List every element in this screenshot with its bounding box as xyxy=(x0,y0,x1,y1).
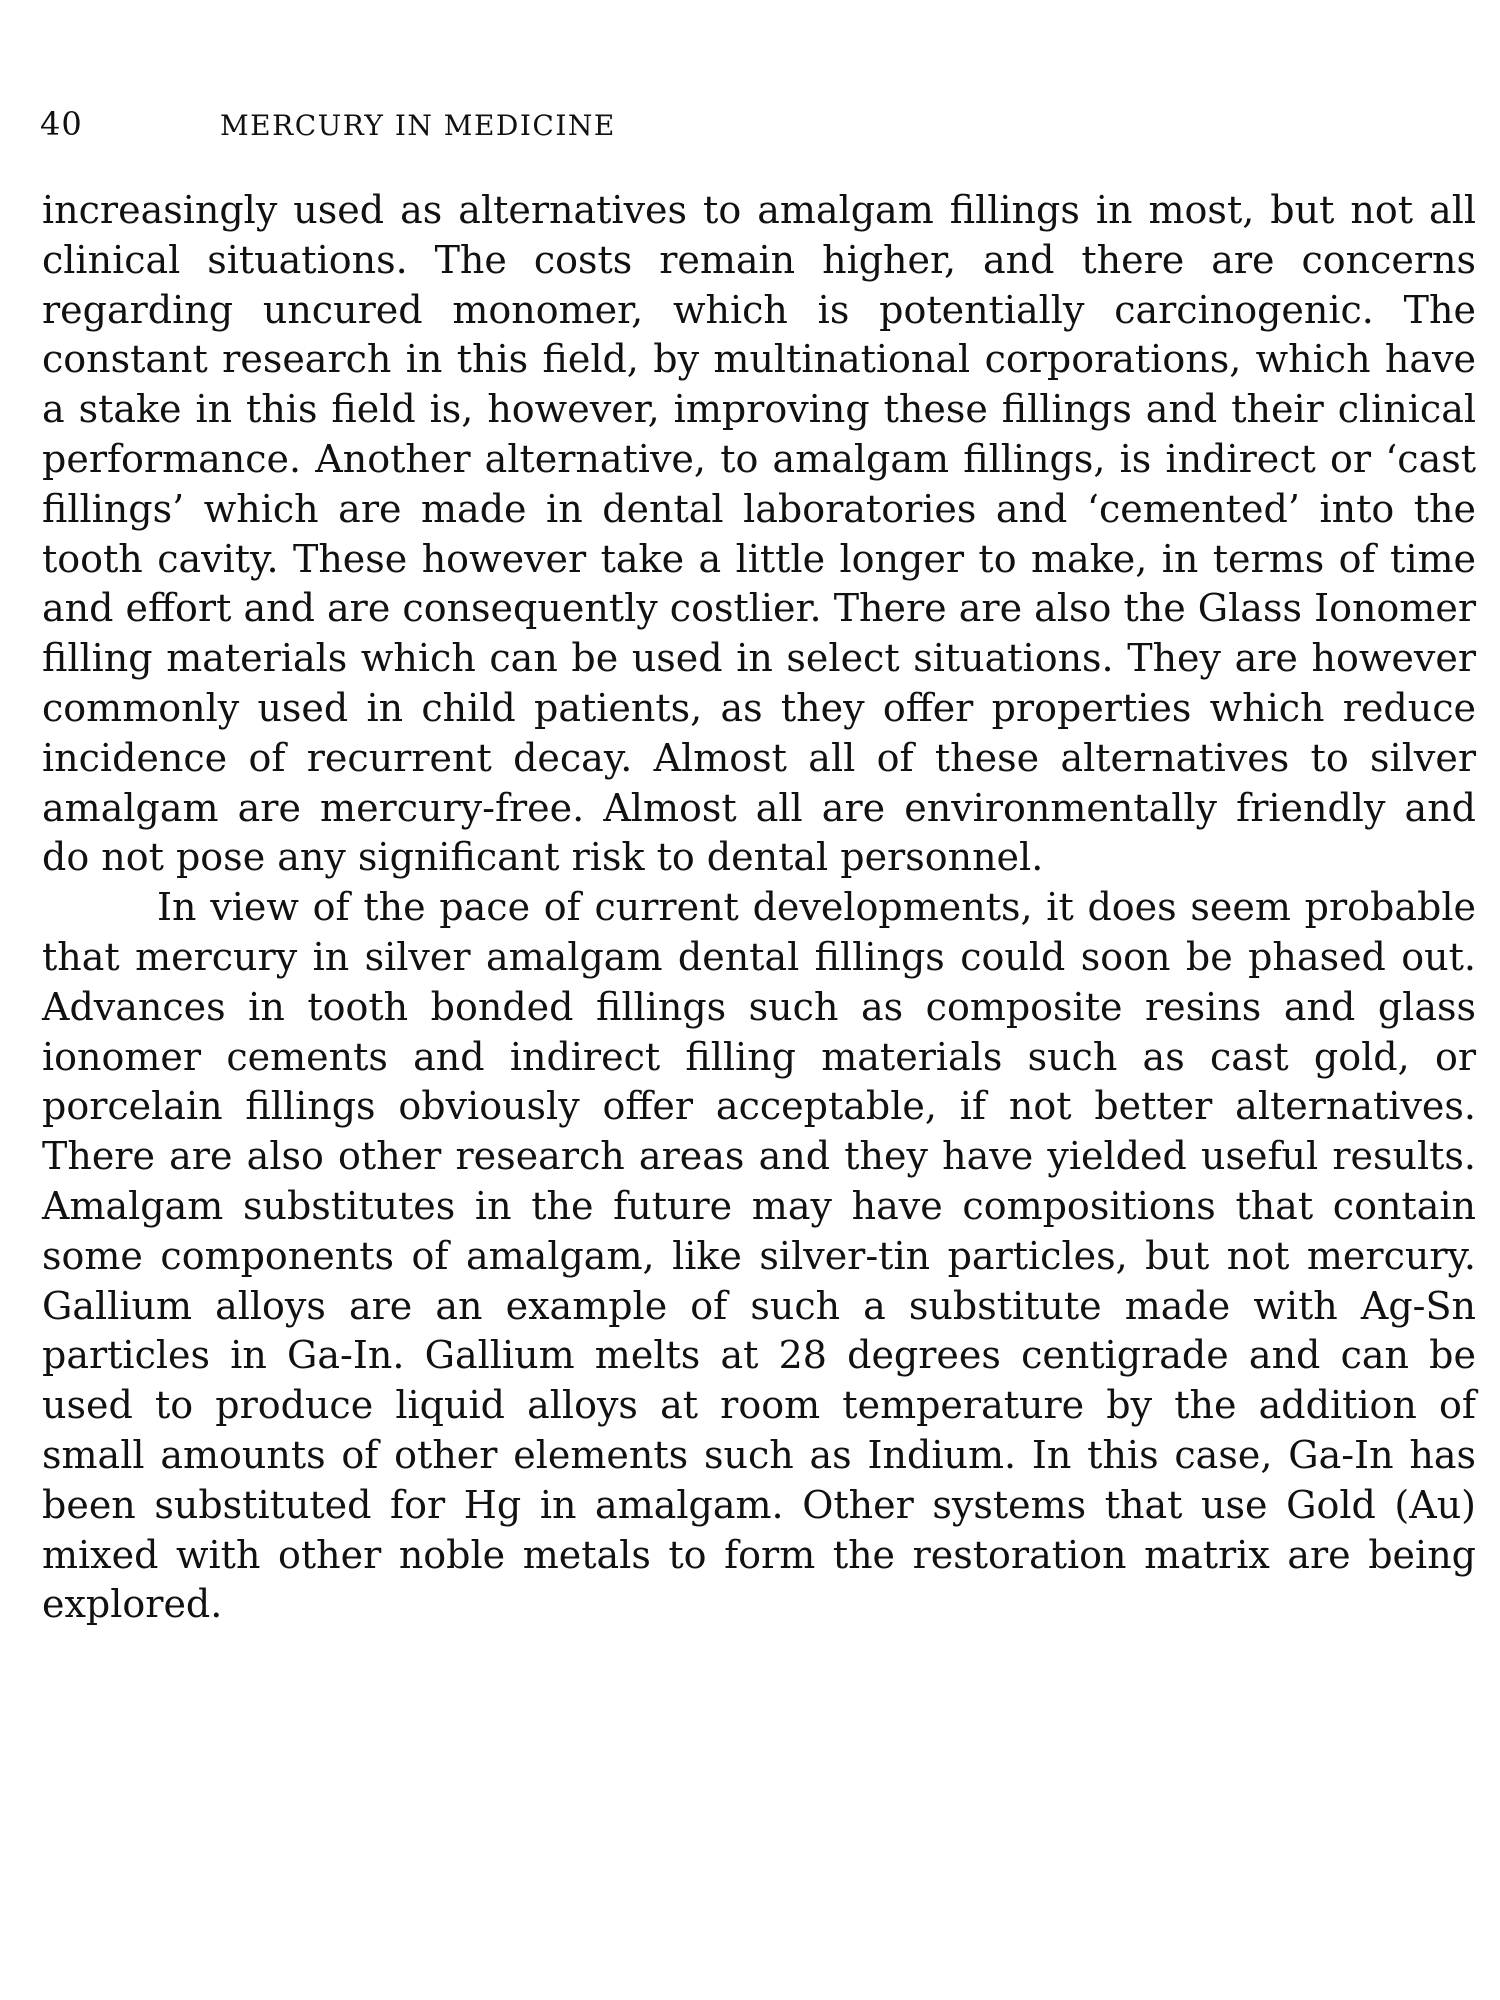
running-head xyxy=(40,104,616,146)
paragraph-2: In view of the pace of current developments, it does seem probable that mercury in silver amalgam dental fillings could soon be phased out. Advances in tooth bonded fillings such as composite resins and glass ionomer cements and indirect filling materials such as cast gold, or porcelain fillings obviously offer acceptable, if not better alternatives. There are also other research areas and they have yielded useful results. Amalgam substitutes in the future may have compositions that contain some components of amalgam, like silver-tin particles, but not mercury. Gallium alloys are an example of such a substitute made with Ag-Sn particles in Ga-In. Gallium melts at 28 degrees centigrade and can be used to produce liquid alloys at room temperature by the addition of small amounts of other elements such as Indium. In this case, Ga-In has been substituted for Hg in amalgam. Other systems that use Gold (Au) mixed with other noble metals to form the restoration matrix are being explored. xyxy=(42,885,1476,1627)
paragraph-1: increasingly used as alternatives to amalgam fillings in most, but not all clinical situations. The costs remain higher, and there are concerns regarding uncured monomer, which is potentially carcinogenic. The constant research in this field, by multinational corporations, which have a stake in this field is, however, improving these fillings and their clinical performance. Another alternative, to amalgam fillings, is indirect or ‘cast fillings’ which are made in dental laboratories and ‘cemented’ into the tooth cavity. These however take a little longer to make, in terms of time and effort and are consequently costlier. There are also the Glass Ionomer filling materials which can be used in select situations. They are however commonly used in child patients, as they offer properties which reduce incidence of recurrent decay. Almost all of these alternatives to silver amalgam are mercury-free. Almost all are environmentally friendly and do not pose any significant risk to dental personnel. xyxy=(42,188,1476,880)
body-text xyxy=(42,186,1476,1630)
page-number: 40 xyxy=(40,105,83,143)
running-title: MERCURY IN MEDICINE xyxy=(220,109,616,142)
